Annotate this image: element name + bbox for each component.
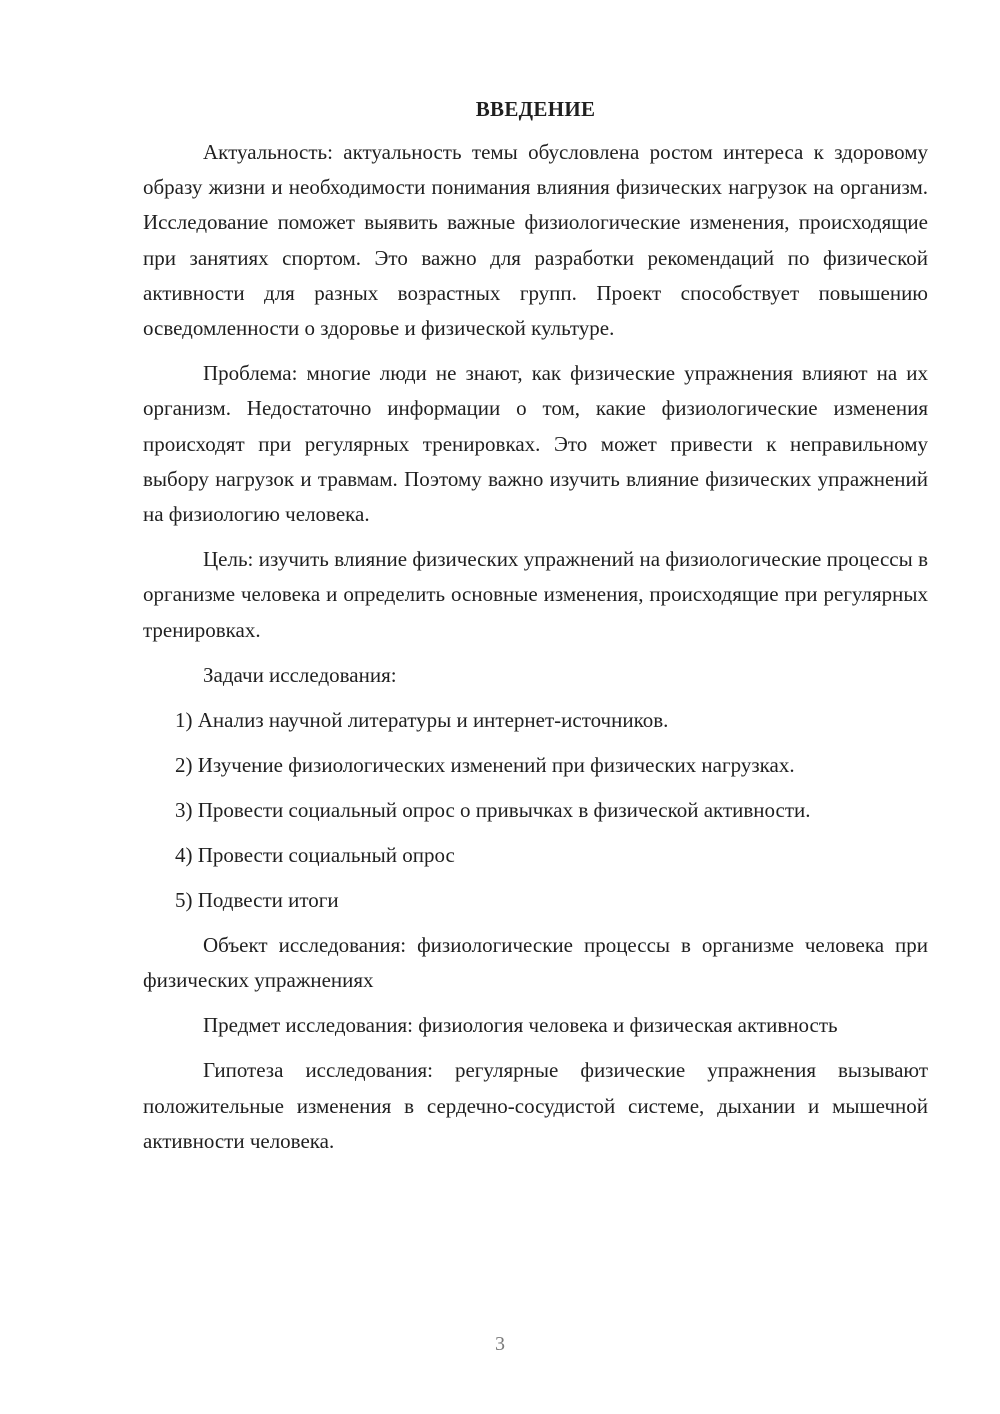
document-page (143, 92, 928, 1169)
object-paragraph: Объект исследования: физиологические процессы в организме человека при физических упражнениях (143, 932, 928, 993)
task-item-4: 4) Провести социальный опрос (175, 842, 455, 867)
tasks-title: Задачи исследования: (203, 662, 397, 687)
task-item-1: 1) Анализ научной литературы и интернет-источников. (175, 707, 669, 732)
task-item-3: 3) Провести социальный опрос о привычках в физической активности. (175, 797, 811, 822)
hypothesis-paragraph: Гипотеза исследования: регулярные физические упражнения вызывают положительные изменения в сердечно-сосудистой системе, дыхании и мышечной активности человека. (143, 1058, 928, 1153)
problem-paragraph: Проблема: многие люди не знают, как физические упражнения влияют на их организм. Недостаточно информации о том, какие физиологические изменения происходят при регулярных тренировках. Это может привести к неправильному выбору нагрузок и травмам. Поэтому важно изучить влияние физических упражнений на физиологию человека. (143, 361, 928, 527)
task-item-5: 5) Подвести итоги (175, 887, 339, 912)
page-number: 3 (495, 1333, 505, 1355)
goal-paragraph: Цель: изучить влияние физических упражнений на физиологические процессы в организме человека и определить основные изменения, происходящие при регулярных тренировках. (143, 547, 928, 642)
relevance-paragraph: Актуальность: актуальность темы обусловлена ростом интереса к здоровому образу жизни и необходимости понимания влияния физических нагрузок на организм. Исследование поможет выявить важные физиологические изменения, происходящие при занятиях спортом. Это важно для разработки рекомендаций по физической активности для разных возрастных групп. Проект способствует повышению осведомленности о здоровье и физической культуре. (143, 140, 928, 341)
page-title: ВВЕДЕНИЕ (475, 97, 596, 121)
task-item-2: 2) Изучение физиологических изменений при физических нагрузках. (175, 752, 795, 777)
subject-paragraph: Предмет исследования: физиология человека и физическая активность (203, 1013, 838, 1038)
